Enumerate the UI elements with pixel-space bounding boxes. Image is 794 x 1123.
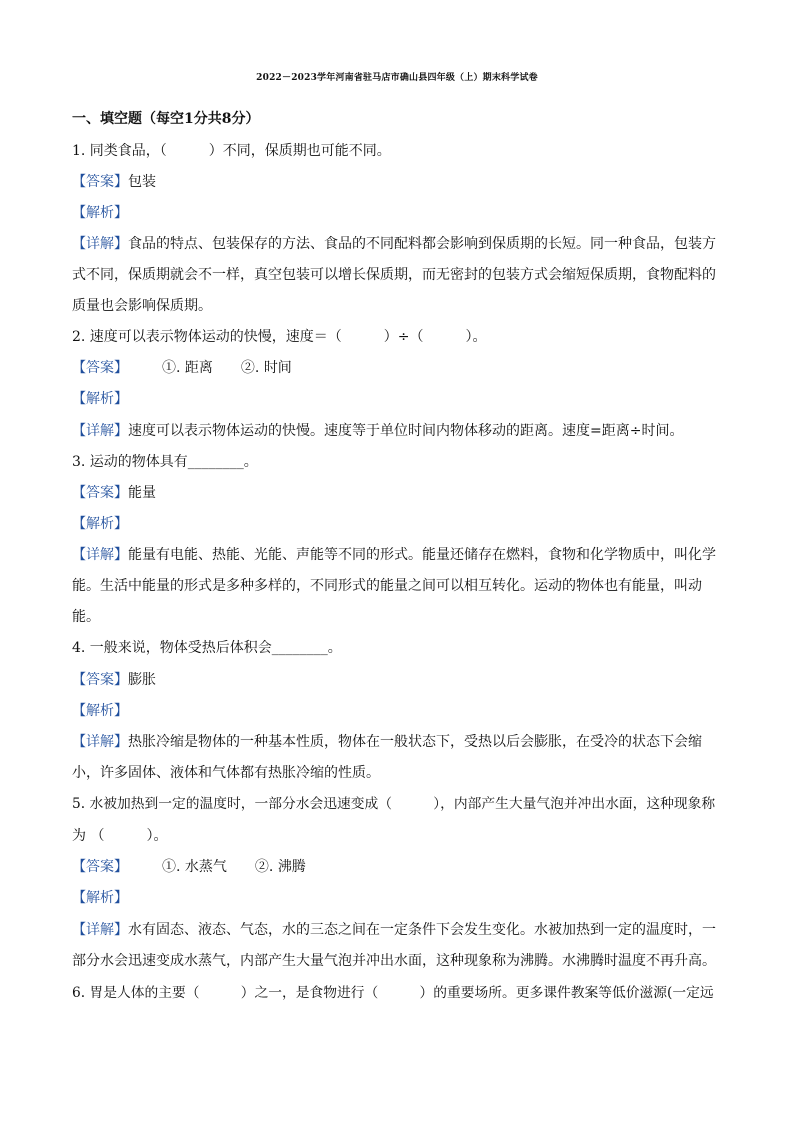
detail-label: 【详解】 — [72, 922, 128, 938]
answer-label: 【答案】 — [72, 485, 128, 501]
analysis-label-4: 【解析】 — [72, 703, 128, 719]
answer-2-text-1: 距离 — [184, 360, 213, 376]
question-4: 4. 一般来说，物体受热后体积会________。 — [72, 640, 342, 656]
question-3: 3. 运动的物体具有________。 — [72, 454, 258, 470]
answer-3 — [72, 484, 156, 502]
marker-2: ②. — [254, 859, 274, 875]
detail-1-line-1: 【详解】食品的特点、包装保存的方法、食品的不同配料都会影响到保质期的长短。同一种食品，包装方 — [72, 236, 716, 252]
section-heading: 一、填空题（每空1分共8分） — [72, 111, 260, 127]
answer-1-text: 包装 — [128, 174, 156, 190]
detail-label: 【详解】 — [72, 423, 128, 439]
detail-5-line-1: 【详解】水有固态、液态、气态，水的三态之间在一定条件下会发生变化。水被加热到一定的温度时，一 — [72, 922, 716, 938]
page-title: 2022－2023学年河南省驻马店市确山县四年级（上）期末科学试卷 — [256, 73, 538, 83]
answer-1 — [72, 173, 156, 191]
analysis-label-1: 【解析】 — [72, 205, 128, 221]
question-1: 1. 同类食品，（ ）不同，保质期也可能不同。 — [72, 143, 391, 159]
answer-4 — [72, 671, 156, 689]
answer-5 — [72, 858, 306, 876]
detail-3-line-3: 能。 — [72, 609, 100, 625]
marker-2: ②. — [240, 360, 260, 376]
answer-label: 【答案】 — [72, 360, 128, 376]
detail-4-line-1: 【详解】热胀冷缩是物体的一种基本性质，物体在一般状态下，受热以后会膨胀，在受冷的状态下会缩 — [72, 734, 702, 750]
question-2: 2. 速度可以表示物体运动的快慢，速度＝（ ）÷（ ）。 — [72, 329, 487, 345]
answer-5-text-1: 水蒸气 — [184, 859, 227, 875]
answer-label: 【答案】 — [72, 859, 128, 875]
detail-4-line-2: 小，许多固体、液体和气体都有热胀冷缩的性质。 — [72, 765, 380, 781]
answer-label: 【答案】 — [72, 672, 128, 688]
detail-label: 【详解】 — [72, 547, 128, 563]
detail-3-line-2: 能。生活中能量的形式是多种多样的，不同形式的能量之间可以相互转化。运动的物体也有能量，叫动 — [72, 578, 702, 594]
marker-1: ①. — [162, 859, 181, 875]
marker-1: ①. — [162, 360, 181, 376]
question-6: 6. 胃是人体的主要（ ）之一，是食物进行（ ）的重要场所。更多课件教案等低价滋源(一定远 — [72, 985, 714, 1001]
answer-5-text-2: 沸腾 — [277, 859, 306, 875]
analysis-label-2: 【解析】 — [72, 391, 128, 407]
analysis-label-5: 【解析】 — [72, 890, 128, 906]
answer-2 — [72, 359, 292, 377]
question-5-line-2: 为 （ ）。 — [72, 828, 168, 844]
detail-1-line-2: 式不同，保质期就会不一样，真空包装可以增长保质期，而无密封的包装方式会缩短保质期，食物配料的 — [72, 267, 716, 283]
detail-2-line-1: 【详解】速度可以表示物体运动的快慢。速度等于单位时间内物体移动的距离。速度=距离÷时间。 — [72, 423, 684, 439]
detail-1-line-3: 质量也会影响保质期。 — [72, 298, 212, 314]
question-5-line-1: 5. 水被加热到一定的温度时，一部分水会迅速变成（ ），内部产生大量气泡并冲出水面，这种现象称 — [72, 796, 716, 812]
detail-3-line-1: 【详解】能量有电能、热能、光能、声能等不同的形式。能量还储存在燃料，食物和化学物质中，叫化学 — [72, 547, 716, 563]
answer-4-text: 膨胀 — [128, 672, 156, 688]
answer-2-text-2: 时间 — [263, 360, 292, 376]
answer-3-text: 能量 — [128, 485, 156, 501]
detail-5-line-2: 部分水会迅速变成水蒸气，内部产生大量气泡并冲出水面，这种现象称为沸腾。水沸腾时温度不再升高。 — [72, 953, 716, 969]
answer-label: 【答案】 — [72, 174, 128, 190]
detail-label: 【详解】 — [72, 236, 128, 252]
analysis-label-3: 【解析】 — [72, 516, 128, 532]
detail-label: 【详解】 — [72, 734, 128, 750]
